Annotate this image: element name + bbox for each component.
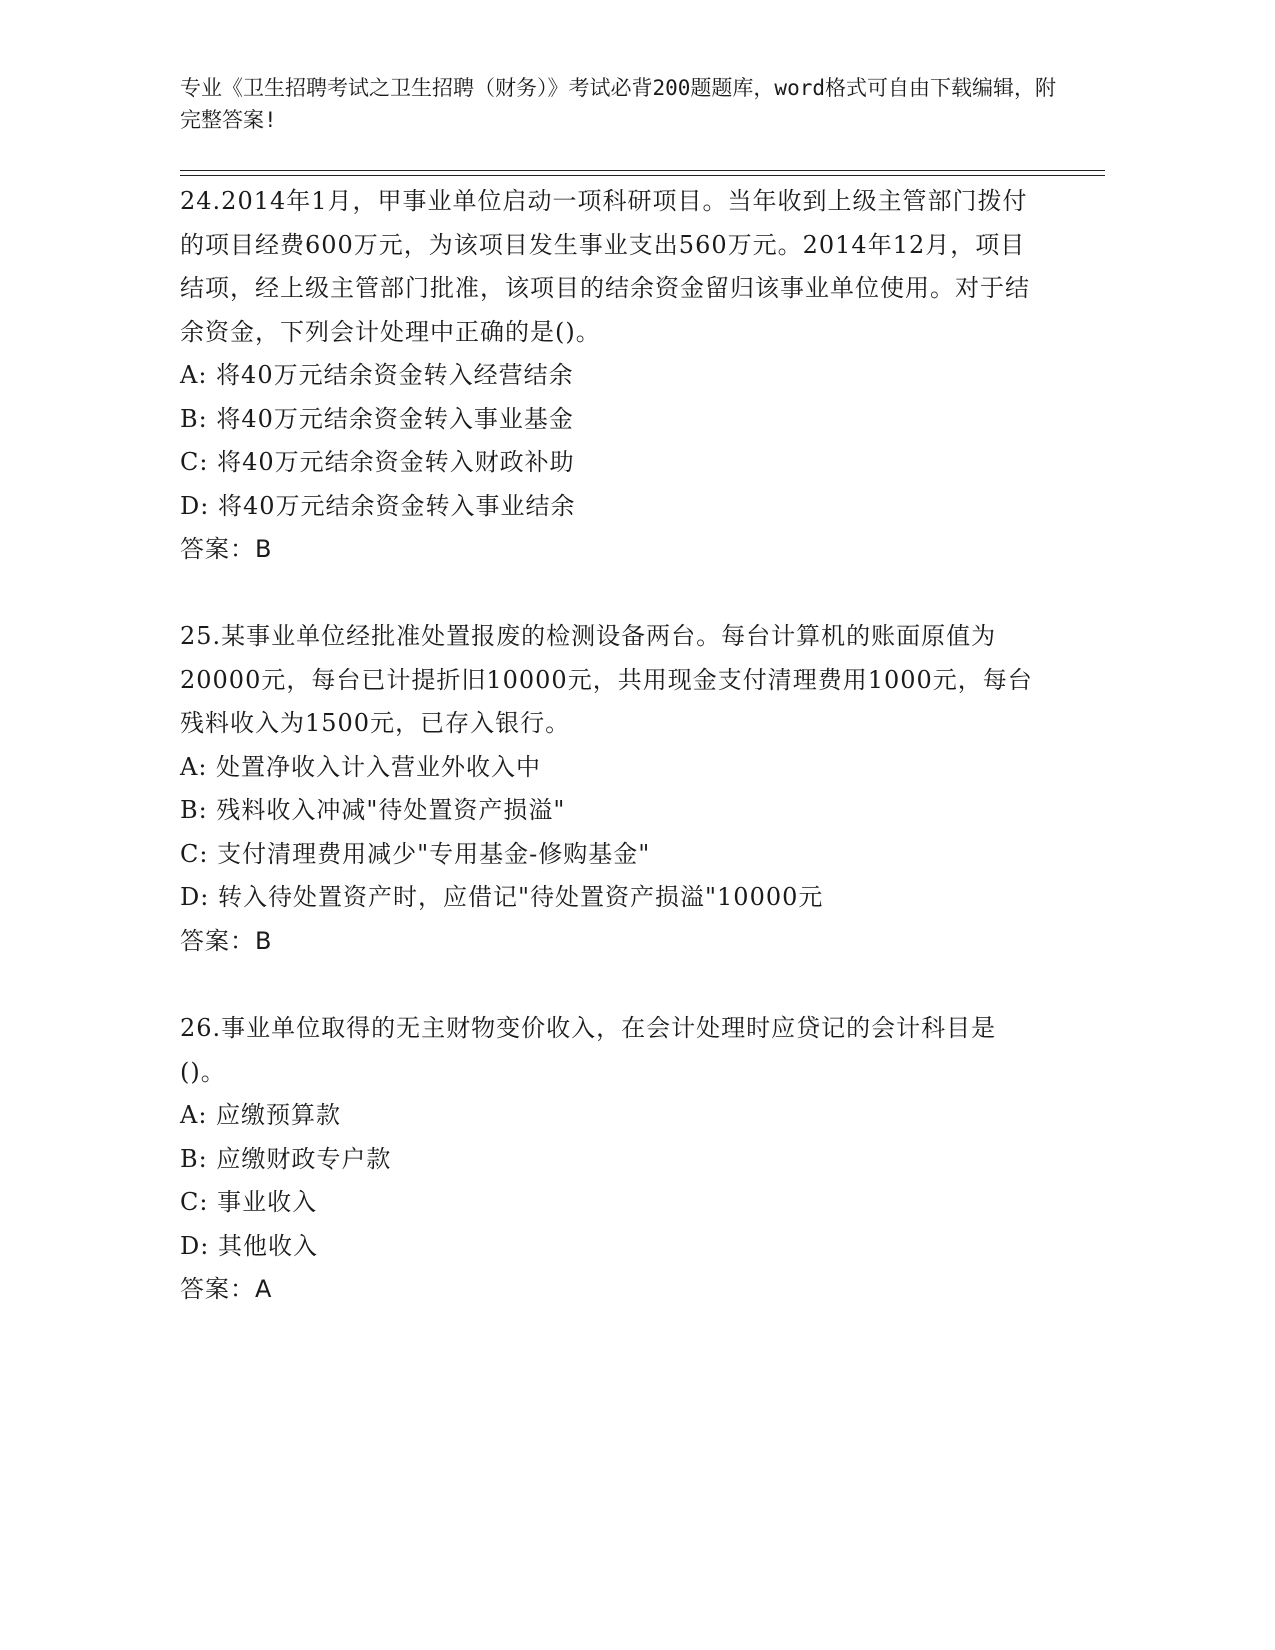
document-header: 专业《卫生招聘考试之卫生招聘（财务）》考试必背200题题库，word格式可自由下载编辑，附完整答案! xyxy=(180,76,1056,132)
answer: 答案：A xyxy=(180,1275,273,1303)
option-b: B: 应缴财政专户款 xyxy=(180,1144,392,1173)
question-stem: 26.事业单位取得的无主财物变价收入，在会计处理时应贷记的会计科目是()。 xyxy=(180,1014,997,1086)
option-b: B: 残料收入冲减"待处置资产损溢" xyxy=(180,796,566,824)
header-divider-bottom xyxy=(180,175,1105,176)
question-24 xyxy=(180,180,1040,572)
option-a: A: 将40万元结余资金转入经营结余 xyxy=(180,361,574,389)
question-25 xyxy=(180,615,1040,963)
question-stem: 24.2014年1月，甲事业单位启动一项科研项目。当年收到上级主管部门拨付的项目经费600万元，为该项目发生事业支出560万元。2014年12月，项目结项，经上级主管部门批准，该项目的结余资金留归该事业单位使用。对于结余资金，下列会计处理中正确的是()。 xyxy=(180,187,1030,346)
option-c: C: 将40万元结余资金转入财政补助 xyxy=(180,448,575,476)
option-d: D: 转入待处置资产时，应借记"待处置资产损溢"10000元 xyxy=(180,883,824,911)
option-d: D: 其他收入 xyxy=(180,1231,318,1260)
question-stem: 25.某事业单位经批准处置报废的检测设备两台。每台计算机的账面原值为20000元，每台已计提折旧10000元，共用现金支付清理费用1000元，每台残料收入为1500元，已存入银行。 xyxy=(180,622,1033,737)
option-c: C: 支付清理费用减少"专用基金-修购基金" xyxy=(180,839,651,868)
option-d: D: 将40万元结余资金转入事业结余 xyxy=(180,491,576,520)
option-a: A: 应缴预算款 xyxy=(180,1101,342,1129)
answer: 答案：B xyxy=(180,926,273,955)
answer: 答案：B xyxy=(180,535,273,563)
question-26 xyxy=(180,1007,1040,1312)
option-c: C: 事业收入 xyxy=(180,1188,318,1216)
header-divider-top xyxy=(180,170,1105,171)
option-b: B: 将40万元结余资金转入事业基金 xyxy=(180,404,574,433)
option-a: A: 处置净收入计入营业外收入中 xyxy=(180,752,542,781)
